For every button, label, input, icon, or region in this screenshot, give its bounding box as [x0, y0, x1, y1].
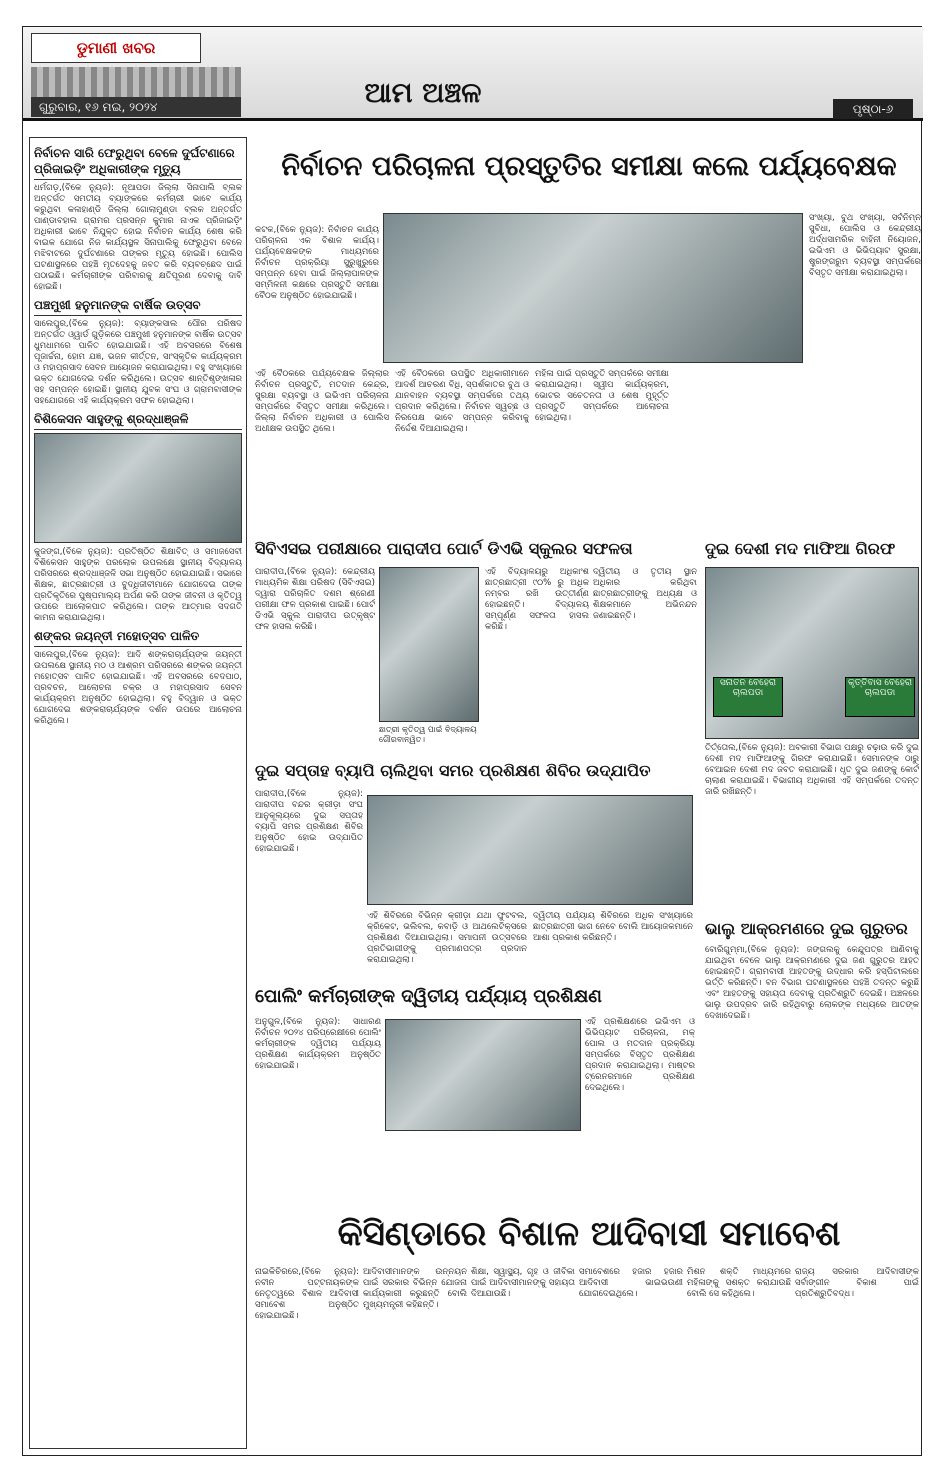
- student-caption: ଛାତ୍ରୀ କୃତିତ୍ୱ ପାଇଁ ବିଦ୍ୟାଳୟ ଗୌରବାନ୍ୱିତ।: [379, 725, 477, 744]
- tribute-photo: [34, 433, 242, 543]
- story7-col4: ସମାବେଶରେ ହଜାର ହଜାର ଆଦିବାସୀ ଭାଇଭଉଣୀ ଯୋଗଦେଇଥିଲେ।: [579, 1267, 683, 1299]
- left-headline-2: ପଞ୍ଚମୁଖୀ ହନୁମାନଙ୍କ ବାର୍ଷିକ ଉତ୍ସବ: [34, 297, 242, 316]
- training-camp-photo: [367, 795, 693, 905]
- story2-col2: ଏହି ବିଦ୍ୟାଳୟରୁ ଅଧିକାଂଶ ଛାତ୍ରଛାତ୍ରୀ ୯୦% ରୁ ଅଧିକ ନମ୍ବର ରଖି ଉତ୍ତୀର୍ଣ୍ଣ ହୋଇଛନ୍ତି। ବିଦ୍ୟାଳୟ ସମ୍ପୂର୍ଣ୍ଣ ସଫଳତା ହାସଲ କରିଛି।: [485, 567, 589, 632]
- masthead: [23, 27, 923, 121]
- story1-col4: ମହିଳା ପାଇଁ ପ୍ରସ୍ତୁତି ସମ୍ପର୍କରେ ସମୀକ୍ଷା କରାଯାଇଥିଲା। ସ୍ୱୀପ କାର୍ଯ୍ୟକ୍ରମ, ଭୋଟର ସଚେତନତା ଓ ଶେଷ ମୁହୂର୍ତ୍ତ ପ୍ରସ୍ତୁତି ସମ୍ପର୍କରେ ଆଲୋଚନା ହୋଇଥିଲା।: [535, 369, 669, 423]
- left-text-3: କୁଜଙ୍ଗ,(ବିକେ ନ୍ୟୁଜ): ପ୍ରତିଷ୍ଠିତ ଶିକ୍ଷାବିତ୍ ଓ ସମାଜସେବୀ ବିଶିକେସନ ସାହୁଙ୍କ ପରଲୋକ ଉପଲକ୍ଷେ ସ୍ଥାନୀୟ ବିଦ୍ୟାଳୟ ପରିସରରେ ଶ୍ରଦ୍ଧାଞ୍ଜଳି ସଭା ଅନୁଷ୍ଠିତ ହୋଇଯାଇଛି। ସଭାରେ ଶିକ୍ଷକ, ଛାତ୍ରଛାତ୍ରୀ ଓ ବୁଦ୍ଧିଜୀବୀମାନେ ଯୋଗଦେଇ ତାଙ୍କ ପ୍ରତିକୃତିରେ ପୁଷ୍ପମାଲ୍ୟ ଅର୍ପଣ କରି ତାଙ୍କ ଜୀବନୀ ଓ କୃତିତ୍ୱ ଉପରେ ଆଲୋକପାତ କରିଥିଲେ। ତାଙ୍କ ଆତ୍ମାର ସଦଗତି କାମନା କରାଯାଇଥିଲା।: [34, 547, 242, 623]
- story6-headline: ପୋଲିଂ କର୍ମଚାରୀଙ୍କ ଦ୍ୱିତୀୟ ପର୍ଯ୍ୟାୟ ପ୍ରଶିକ୍ଷଣ: [255, 986, 602, 1007]
- left-text-4: ସାଲେପୁର,(ବିକେ ନ୍ୟୁଜ): ଆଦି ଶଙ୍କରାଚାର୍ଯ୍ୟଙ୍କ ଜୟନ୍ତୀ ଉପଲକ୍ଷେ ସ୍ଥାନୀୟ ମଠ ଓ ଆଶ୍ରମ ପରିସରରେ ଶଙ୍କର ଜୟନ୍ତୀ ମହୋତ୍ସବ ପାଳିତ ହୋଇଯାଇଛି। ଏହି ଅବସରରେ ବେଦପାଠ, ପ୍ରବଚନ, ଆଲୋଚନା ଚକ୍ର ଓ ମହାପ୍ରସାଦ ସେବନ କାର୍ଯ୍ୟକ୍ରମ ଅନୁଷ୍ଠିତ ହୋଇଥିଲା। ବହୁ ବିଦ୍ୱାନ ଓ ଭକ୍ତ ଯୋଗଦେଇ ଶଙ୍କରାଚାର୍ଯ୍ୟଙ୍କ ଦର୍ଶନ ଉପରେ ଆଲୋଚନା କରିଥିଲେ।: [34, 650, 242, 726]
- left-headline-4: ଶଙ୍କର ଜୟନ୍ତୀ ମହୋତ୍ସବ ପାଳିତ: [34, 628, 242, 647]
- section-title: ଆମ ଅଞ୍ଚଳ: [364, 76, 482, 109]
- story2-col3: ଦ୍ୱିତୀୟ ଓ ତୃତୀୟ ସ୍ଥାନ ଅଧିକାର କରିଥିବା ଛାତ୍ରଛାତ୍ରୀଙ୍କୁ ଅଧ୍ୟକ୍ଷ ଓ ଶିକ୍ଷକମାନେ ଅଭିନନ୍ଦନ ଜଣାଇଛନ୍ତି।: [593, 567, 697, 621]
- story4-col3: ଦ୍ୱିତୀୟ ପର୍ଯ୍ୟାୟ ଶିବିରରେ ଅଧିକ ସଂଖ୍ୟାରେ ଛାତ୍ରଛାତ୍ରୀ ଭାଗ ନେବେ ବୋଲି ଆୟୋଜକମାନେ ଆଶା ପ୍ରକାଶ କରିଛନ୍ତି।: [533, 911, 693, 943]
- story1-photo: [383, 213, 803, 363]
- story1-col5: ସଂଖ୍ୟା, ବୁଥ ସଂଖ୍ୟା, ସର୍ବନିମ୍ନ ସୁବିଧା, ପୋଲିସ ଓ କେନ୍ଦ୍ରୀୟ ଅର୍ଦ୍ଧସାମରିକ ବାହିନୀ ନିୟୋଜନ, ଇଭିଏମ ଓ ଭିଭିପ୍ୟାଟ ସୁରକ୍ଷା, ଷ୍ଟ୍ରଙ୍ଗରୁମ ବ୍ୟବସ୍ଥା ସମ୍ପର୍କରେ ବିସ୍ତୃତ ସମୀକ୍ଷା କରାଯାଇଥିଲା।: [809, 213, 921, 278]
- story7-col1: ନାଇକିଚିରରେ,(ବିକେ ନ୍ୟୁଜ): ନବୀନ ପଟ୍ଟନାୟକଙ୍କ ନେତୃତ୍ୱରେ ବିଶାଳ ଆଦିବାସୀ ସମାବେଶ ଅନୁଷ୍ଠିତ ହୋଇଯାଇଛି।: [255, 1267, 359, 1321]
- story4-col1: ପାରାଦୀପ,(ବିକେ ନ୍ୟୁଜ): ପାରାଦୀପ ବନ୍ଦର କ୍ରୀଡ଼ା ସଂଘ ଆନୁକୂଲ୍ୟରେ ଦୁଇ ସପ୍ତାହ ବ୍ୟାପି ସମର ପ୍ରଶିକ୍ଷଣ ଶିବିର ଅନୁଷ୍ଠିତ ହୋଇ ଉଦ୍‌ଯାପିତ ହୋଇଯାଇଛି।: [255, 789, 363, 854]
- student-photo: [379, 567, 479, 722]
- story3-text: ତିର୍ତ୍ତୋଲ,(ବିକେ ନ୍ୟୁଜ): ଅବକାରୀ ବିଭାଗ ପକ୍ଷରୁ ଚଢ଼ାଉ କରି ଦୁଇ ଦେଶୀ ମଦ ମାଫିଆଙ୍କୁ ଗିରଫ କରାଯାଇଛି। ସେମାନଙ୍କ ଠାରୁ ବେଆଇନ ଦେଶୀ ମଦ ଜବତ କରାଯାଇଛି। ଧୃତ ଦୁଇ ଜଣଙ୍କୁ କୋର୍ଟ ଚାଲାଣ କରାଯାଇଛି। ବିଭାଗୀୟ ଅଧିକାରୀ ଏହି ସମ୍ପର୍କରେ ତଦନ୍ତ ଜାରି ରଖିଛନ୍ତି।: [705, 743, 919, 797]
- accused-tag-1: ସନାତନ ବେହେରା ଚାଲପଡା: [713, 677, 783, 717]
- story4-headline: ଦୁଇ ସପ୍ତାହ ବ୍ୟାପି ଚାଲିଥିବା ସମର ପ୍ରଶିକ୍ଷଣ ଶିବିର ଉଦ୍‌ଯାପିତ: [255, 761, 651, 780]
- story4-col2: ଏହି ଶିବିରରେ ବିଭିନ୍ନ କ୍ରୀଡ଼ା ଯଥା ଫୁଟବଲ, କ୍ରିକେଟ, ଭଲିବଲ, କବାଡ଼ି ଓ ଆଥଲେଟିକ୍ସରେ ପ୍ରଶିକ୍ଷଣ ଦିଆଯାଇଥିଲା। ସମାପନୀ ଉତ୍ସବରେ ପ୍ରତିଭାଗୀଙ୍କୁ ପ୍ରମାଣପତ୍ର ପ୍ରଦାନ କରାଯାଇଥିଲା।: [367, 911, 527, 965]
- newspaper-page: [22, 26, 922, 1456]
- story2-headline: ସିବିଏସଇ ପରୀକ୍ଷାରେ ପାରାଦୀପ ପୋର୍ଟ ଡିଏଭି ସ୍କୁଲର ସଫଳତା: [255, 539, 633, 558]
- story2-col1: ପାରାଦୀପ,(ବିକେ ନ୍ୟୁଜ): କେନ୍ଦ୍ରୀୟ ମାଧ୍ୟମିକ ଶିକ୍ଷା ପରିଷଦ (ସିବିଏସଇ) ଦ୍ୱାରା ପରିଚାଳିତ ଦଶମ ଶ୍ରେଣୀ ପରୀକ୍ଷା ଫଳ ପ୍ରକାଶ ପାଇଛି। ପୋର୍ଟ ଡିଏଭି ସ୍କୁଲ ପାରାଦୀପ ଉତ୍କୃଷ୍ଟ ଫଳ ହାସଲ କରିଛି।: [255, 567, 375, 632]
- masthead-art: [31, 67, 241, 97]
- dateline: ଗୁରୁବାର, ୧୬ ମଇ, ୨୦୨୪: [31, 97, 241, 117]
- story6-col2: ଏହି ପ୍ରଶିକ୍ଷଣରେ ଇଭିଏମ ଓ ଭିଭିପ୍ୟାଟ ପରିଚାଳନା, ମକ୍ ପୋଲ ଓ ମତଦାନ ପ୍ରକ୍ରିୟା ସମ୍ପର୍କରେ ବିସ୍ତୃତ ପ୍ରଶିକ୍ଷଣ ପ୍ରଦାନ କରାଯାଇଥିଲା। ମାଷ୍ଟର ଟ୍ରେନରମାନେ ପ୍ରଶିକ୍ଷଣ ଦେଇଥିଲେ।: [585, 1017, 695, 1093]
- left-headline-1: ନିର୍ବାଚନ ସାରି ଫେରୁଥିବା ବେଳେ ଦୁର୍ଘଟଣାରେ ପ୍ରିଜାଇଡ଼ିଂ ଅଧିକାରୀଙ୍କ ମୃତ୍ୟୁ: [34, 145, 242, 180]
- story7-headline: କିସିଣ୍ଡାରେ ବିଶାଳ ଆଦିବାସୀ ସମାବେଶ: [337, 1214, 841, 1254]
- brand-logo: ଡୁମାଣୀ ଖବର: [31, 33, 201, 63]
- story1-col2: ଏହି ବୈଠକରେ ପର୍ଯ୍ୟବେକ୍ଷକ ଜିଲ୍ଲାର ନିର୍ବାଚନ ପ୍ରସ୍ତୁତି, ମତଦାନ କେନ୍ଦ୍ର, ସୁରକ୍ଷା ବ୍ୟବସ୍ଥା ଓ ଇଭିଏମ ପରିଚାଳନା ସମ୍ପର୍କରେ ବିସ୍ତୃତ ସମୀକ୍ଷା କରିଥିଲେ। ଜିଲ୍ଲା ନିର୍ବାଚନ ଅଧିକାରୀ ଓ ପୋଲିସ ଅଧୀକ୍ଷକ ଉପସ୍ଥିତ ଥିଲେ।: [255, 369, 389, 434]
- story7-col3: ଶିକ୍ଷା, ସ୍ୱାସ୍ଥ୍ୟ, ଗୃହ ଓ ଜୀବିକା ପାଇଁ ଆଦିବାସୀମାନଙ୍କୁ ସହାୟତା ଦିଆଯାଉଛି।: [471, 1267, 575, 1299]
- page-number: ପୃଷ୍ଠା-୬: [833, 99, 913, 119]
- story1-col1: କଟକ,(ବିକେ ନ୍ୟୁଜ): ନିର୍ବାଚନ କାର୍ଯ୍ୟ ପରିଚାଳନା ଏକ ବିଶାଳ କାର୍ଯ୍ୟ। ପର୍ଯ୍ୟବେକ୍ଷକଙ୍କ ମାଧ୍ୟମରେ ନିର୍ବାଚନ ପ୍ରକ୍ରିୟା ସୁରୁଖୁରୁରେ ସମ୍ପନ୍ନ ହେବା ପାଇଁ ଜିଲ୍ଲାପାଳଙ୍କ ସମ୍ମିଳନୀ କକ୍ଷରେ ପ୍ରସ୍ତୁତି ସମୀକ୍ଷା ବୈଠକ ଅନୁଷ୍ଠିତ ହୋଇଯାଇଛି।: [255, 225, 379, 301]
- story7-col2: ଆଦିବାସୀମାନଙ୍କ ଉନ୍ନୟନ ପାଇଁ ସରକାର ବିଭିନ୍ନ ଯୋଜନା କାର୍ଯ୍ୟକାରୀ କରୁଛନ୍ତି ବୋଲି ମୁଖ୍ୟମନ୍ତ୍ରୀ କହିଛନ୍ତି।: [363, 1267, 467, 1310]
- story1-headline: ନିର୍ବାଚନ ପରିଚାଳନା ପ୍ରସ୍ତୁତିର ସମୀକ୍ଷା କଲେ ପର୍ଯ୍ୟବେକ୍ଷକ: [281, 151, 897, 182]
- accused-tag-2: କୃତ୍ତିବାସ ବେହେରା ଚାଲପଡା: [845, 677, 915, 717]
- story3-headline: ଦୁଇ ଦେଶୀ ମଦ ମାଫିଆ ଗିରଫ: [705, 539, 896, 558]
- left-column: [29, 137, 247, 1449]
- story5-text: ବୋରିଗୁମ୍ମା,(ବିକେ ନ୍ୟୁଜ): ଜଙ୍ଗଲକୁ କେନ୍ଦୁପତ୍ର ଆଣିବାକୁ ଯାଇଥିବା ବେଳେ ଭାଲୁ ଆକ୍ରମଣରେ ଦୁଇ ଜଣ ଗୁରୁତର ଆହତ ହୋଇଛନ୍ତି। ଗ୍ରାମବାସୀ ଆହତଙ୍କୁ ଉଦ୍ଧାର କରି ହସ୍ପିଟାଲରେ ଭର୍ତ୍ତି କରିଛନ୍ତି। ବନ ବିଭାଗ ଘଟଣାସ୍ଥଳରେ ପହଞ୍ଚି ତଦନ୍ତ କରୁଛି ଏବଂ ଆହତଙ୍କୁ ସହାୟତା ଦେବାକୁ ପ୍ରତିଶ୍ରୁତି ଦେଇଛି। ଅଞ୍ଚଳରେ ଭାଲୁ ଉପଦ୍ରବ ଜାରି ରହିଥିବାରୁ ଲୋକଙ୍କ ମଧ୍ୟରେ ଆତଙ୍କ ଦେଖାଦେଇଛି।: [705, 945, 919, 1021]
- story6-col1: ଅନୁଗୁଳ,(ବିକେ ନ୍ୟୁଜ): ସାଧାରଣ ନିର୍ବାଚନ ୨୦୨୪ ପରିପ୍ରେକ୍ଷୀରେ ପୋଲିଂ କର୍ମଚାରୀଙ୍କ ଦ୍ୱିତୀୟ ପର୍ଯ୍ୟାୟ ପ୍ରଶିକ୍ଷଣ କାର୍ଯ୍ୟକ୍ରମ ଅନୁଷ୍ଠିତ ହୋଇଯାଇଛି।: [255, 1017, 381, 1071]
- story1-col3: ଏହି ବୈଠକରେ ଉପସ୍ଥିତ ଅଧିକାରୀମାନେ ଆଦର୍ଶ ଆଚରଣ ବିଧି, ସ୍ପର୍ଶକାତର ବୁଥ ଓ ଯାନବାହନ ବ୍ୟବସ୍ଥା ସମ୍ପର୍କରେ ତଥ୍ୟ ପ୍ରଦାନ କରିଥିଲେ। ନିର୍ବାଚନ ସ୍ୱଚ୍ଛ ଓ ନିରପେକ୍ଷ ଭାବେ ସମ୍ପନ୍ନ କରିବାକୁ ନିର୍ଦ୍ଦେଶ ଦିଆଯାଇଥିଲା।: [395, 369, 529, 434]
- story7-col6: ରାଜ୍ୟ ସରକାର ଆଦିବାସୀଙ୍କ ସର୍ବାଙ୍ଗୀନ ବିକାଶ ପାଇଁ ପ୍ରତିଶ୍ରୁତିବଦ୍ଧ।: [795, 1267, 919, 1299]
- story5-headline: ଭାଲୁ ଆକ୍ରମଣରେ ଦୁଇ ଗୁରୁତର: [705, 919, 908, 938]
- left-text-2: ସାଲେପୁର,(ବିକେ ନ୍ୟୁଜ): ବ୍ୟାଙ୍କସାଲ ପୌର ପରିଷଦ ଅନ୍ତର୍ଗତ ଓ୍ୱାର୍ଡ ଗୁଡ଼ିକରେ ପଞ୍ଚମୁଖୀ ହନୁମାନଙ୍କ ବାର୍ଷିକ ଉତ୍ସବ ଧୁମଧାମରେ ପାଳିତ ହୋଇଯାଇଛି। ଏହି ଅବସରରେ ବିଶେଷ ପୂଜାର୍ଚ୍ଚନା, ହୋମ ଯଜ୍ଞ, ଭଜନ କୀର୍ତ୍ତନ, ସାଂସ୍କୃତିକ କାର୍ଯ୍ୟକ୍ରମ ଓ ମହାପ୍ରସାଦ ସେବନ ଆୟୋଜନ କରାଯାଇଥିଲା। ବହୁ ସଂଖ୍ୟାରେ ଭକ୍ତ ଯୋଗଦେଇ ଦର୍ଶନ କରିଥିଲେ। ଉତ୍ସବ ଶାନ୍ତିଶୃଙ୍ଖଳାର ସହ ସମ୍ପନ୍ନ ହୋଇଛି। ସ୍ଥାନୀୟ ଯୁବକ ସଂଘ ଓ ଗ୍ରାମବାସୀଙ୍କ ସହଯୋଗରେ ଏହି କାର୍ଯ୍ୟକ୍ରମ ସଫଳ ହୋଇଥିଲା।: [34, 319, 242, 406]
- left-headline-3: ବିଶିକେସନ ସାହୁଙ୍କୁ ଶ୍ରଦ୍ଧାଞ୍ଜଳି: [34, 411, 242, 430]
- story7-col5: ମିଶନ ଶକ୍ତି ମାଧ୍ୟମରେ ମହିଳାଙ୍କୁ ସଶକ୍ତ କରାଯାଉଛି ବୋଲି ସେ କହିଥିଲେ।: [687, 1267, 791, 1299]
- left-text-1: ଧର୍ମଗଡ଼,(ବିକେ ନ୍ୟୁଜ): ନୂଆପଡା ଜିଲ୍ଲା ସିନାପାଲି ବ୍ଲକ ଅନ୍ତର୍ଗତ ସମତୀୟ ବ୍ୟାଙ୍କରେ କର୍ମଚାରୀ ଭାବେ କାର୍ଯ୍ୟ କରୁଥିବା କଳାହାଣ୍ଡି ଜିଲ୍ଲା ଗୋଲାମୁଣ୍ଡା ବ୍ଲକ ଅନ୍ତର୍ଗତ ପାଣ୍ଡାବହାଲ ଗ୍ରାମର ପ୍ରସନ୍ନ କୁମାର ନାଏକ ପ୍ରିଜାଇଡ଼ିଂ ଅଧିକାରୀ ଭାବେ ନିଯୁକ୍ତ ହୋଇ ନିର୍ବାଚନ କାର୍ଯ୍ୟ ଶେଷ କରି ବାଇକ ଯୋଗେ ନିଜ କାର୍ଯ୍ୟସ୍ଥଳ ସିନାପାଲିକୁ ଫେରୁଥିବା ବେଳେ ମଝିବାଟରେ ଦୁର୍ଘଟଣାରେ ତାଙ୍କର ମୃତ୍ୟୁ ହୋଇଛି। ପୋଲିସ ଘଟଣାସ୍ଥଳରେ ପହଞ୍ଚି ମୃତଦେହକୁ ଜବତ କରି ବ୍ୟବଚ୍ଛେଦ ପାଇଁ ପଠାଇଛି। କର୍ମଚାରୀଙ୍କ ପରିବାରକୁ କ୍ଷତିପୂରଣ ଦେବାକୁ ଦାବି ହୋଇଛି।: [34, 183, 242, 292]
- polling-training-photo: [385, 1019, 581, 1131]
